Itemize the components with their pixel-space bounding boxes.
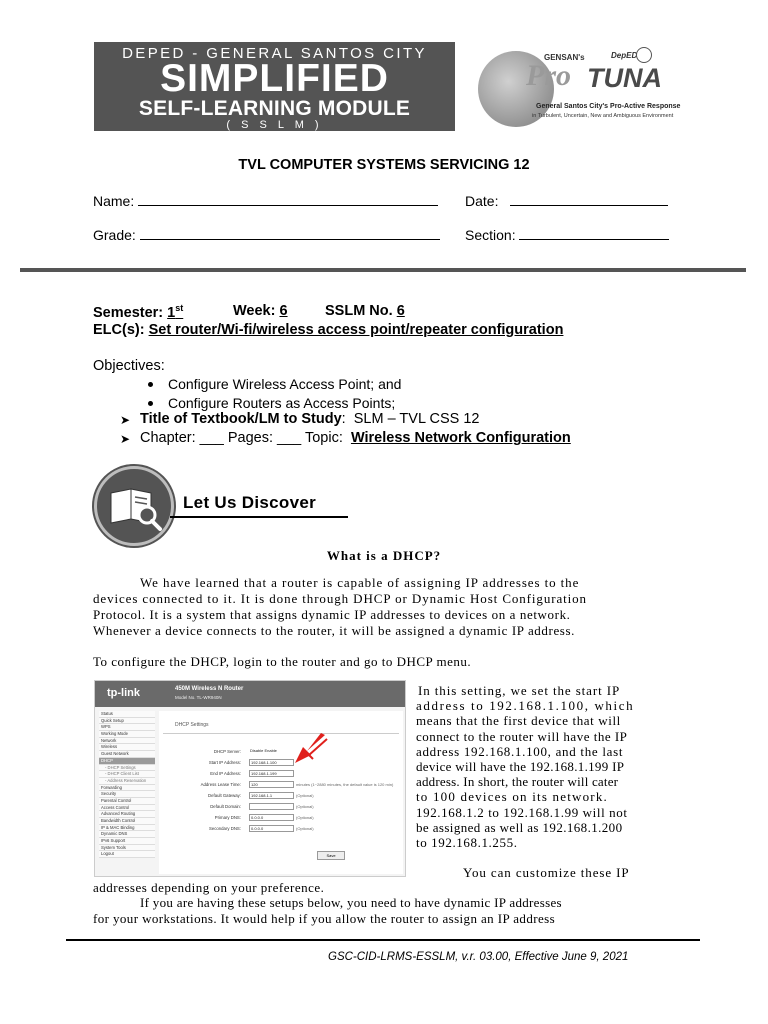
dhcp-field-input[interactable]: 192.168.1.1 [249, 792, 294, 799]
router-menu-item[interactable]: Forwarding [99, 785, 155, 792]
dhcp-field-label: Address Lease Time: [200, 782, 241, 787]
chapter-text: Chapter: ___ Pages: ___ Topic: [140, 430, 343, 446]
semester-value: 1 [167, 304, 176, 321]
router-menu [99, 711, 155, 858]
router-model-title: 450M Wireless N Router [175, 686, 244, 692]
dhcp-field-hint: minutes (1~2880 minutes, the default value is 120 min) [296, 782, 394, 787]
week-info [233, 303, 288, 319]
chapter-line [140, 430, 571, 446]
customize-line: You can customize these IP [463, 865, 630, 880]
banner-division: DEPED - GENERAL SANTOS CITY [122, 45, 427, 62]
sslm-value: 6 [396, 303, 405, 319]
sslm-info [325, 303, 405, 319]
dhcp-field-label: Secondary DNS: [208, 826, 241, 831]
elc-info [93, 322, 563, 338]
name-label: Name: [93, 193, 135, 209]
router-menu-item[interactable]: Dynamic DNS [99, 831, 155, 838]
banner-title: SIMPLIFIED [160, 57, 389, 100]
side-paragraph-line: to 192.168.1.255. [416, 835, 518, 850]
logo-tagline: General Santos City's Pro-Active Response [536, 103, 681, 110]
side-paragraph-line: be assigned as well as 192.168.1.200 [416, 819, 623, 835]
side-paragraph-line: In this setting, we set the start IP [418, 683, 621, 698]
section-label: Section: [465, 227, 516, 243]
dhcp-field-hint: (Optional) [296, 826, 314, 831]
week-value: 6 [279, 303, 288, 319]
seal-icon [636, 47, 652, 63]
router-menu-item[interactable]: Quick Setup [99, 718, 155, 725]
dhcp-field-label: Default Gateway: [208, 793, 241, 798]
router-menu-item[interactable]: Wireless [99, 744, 155, 751]
date-label: Date: [465, 193, 499, 209]
objective-item: Configure Routers as Access Points; [168, 395, 396, 411]
router-menu-item[interactable]: Status [99, 711, 155, 718]
paragraph-line: To configure the DHCP, login to the router and go to DHCP menu. [93, 654, 472, 669]
bullet-icon [148, 401, 153, 406]
sslm-label: SSLM No. [325, 303, 393, 319]
logo-pro: Pro [526, 59, 571, 92]
arrow-bullet-icon: ➤ [120, 413, 131, 427]
router-menu-item[interactable]: Security [99, 791, 155, 798]
save-button[interactable]: Save [317, 851, 345, 860]
dhcp-field-hint: (Optional) [296, 815, 314, 820]
footer-code: GSC-CID-LRMS-ESSLM, v.r. 03.00, Effective June 9, 2021 [328, 951, 629, 963]
textbook-label: Title of Textbook/LM to Study [140, 411, 342, 427]
discover-title: Let Us Discover [183, 493, 316, 512]
textbook-line: Title of Textbook/LM to Study: SLM – TVL CSS 12 [140, 411, 480, 427]
router-menu-item[interactable]: Bandwidth Control [99, 818, 155, 825]
router-header [95, 681, 405, 707]
semester-sup: st [175, 303, 184, 313]
dhcp-field-label: End IP Address: [210, 771, 241, 776]
router-menu-item[interactable]: Access Control [99, 805, 155, 812]
dhcp-field-input[interactable] [249, 803, 294, 810]
side-paragraph-line: address to 192.168.1.100, which [416, 698, 635, 714]
paragraph-line: for your workstations. It would help if you allow the router to assign an IP address [93, 911, 556, 926]
semester-info [93, 303, 183, 321]
router-menu-item[interactable]: WPS [99, 724, 155, 731]
protuna-logo [474, 45, 679, 130]
dhcp-field-hint: (Optional) [296, 793, 314, 798]
router-menu-item[interactable]: IP & MAC Binding [99, 825, 155, 832]
banner-subtitle: SELF-LEARNING MODULE [138, 97, 411, 120]
footer-divider [66, 939, 700, 941]
logo-subtagline: in Turbulent, Uncertain, New and Ambiguous Environment [532, 113, 674, 119]
dhcp-field-label: Start IP Address: [208, 760, 241, 765]
router-menu-item[interactable]: System Tools [99, 845, 155, 852]
dhcp-field-input[interactable]: 0.0.0.0 [249, 814, 294, 821]
book-magnifier-icon-svg [97, 469, 171, 543]
dhcp-field-hint: (Optional) [296, 804, 314, 809]
discover-underline [170, 516, 348, 518]
dhcp-field-input[interactable]: 0.0.0.0 [249, 825, 294, 832]
subject-title: TVL COMPUTER SYSTEMS SERVICING 12 [238, 157, 530, 173]
router-menu-item[interactable]: - Address Reservation [99, 778, 155, 785]
grade-label: Grade: [93, 227, 136, 243]
date-field[interactable] [465, 192, 668, 209]
paragraph-line: We have learned that a router is capable of assigning IP addresses to the [140, 575, 580, 590]
date-blank[interactable] [510, 192, 668, 206]
router-dhcp-screenshot [94, 680, 406, 877]
arrow-bullet-icon: ➤ [120, 432, 131, 446]
dhcp-field-label: Default Domain: [210, 804, 241, 809]
bullet-icon [148, 382, 153, 387]
section-field[interactable] [465, 226, 669, 243]
textbook-value: SLM – TVL CSS 12 [353, 411, 480, 427]
side-paragraph-line: to 100 devices on its network. [416, 789, 608, 805]
router-menu-item[interactable]: - DHCP Client List [99, 771, 155, 778]
objectives-label: Objectives: [93, 358, 165, 374]
objective-item: Configure Wireless Access Point; and [168, 376, 402, 392]
panel-divider [163, 733, 399, 734]
logo-gensans: GENSAN's [544, 53, 585, 62]
side-paragraph-line: connect to the router will have the IP [416, 728, 628, 744]
side-paragraph-line: means that the first device that will [416, 713, 621, 729]
side-paragraph-line: address 192.168.1.100, and the last [416, 743, 624, 759]
dhcp-field-input[interactable]: 192.168.1.199 [249, 770, 294, 777]
week-label: Week: [233, 303, 276, 319]
paragraph-line: addresses depending on your preference. [93, 880, 325, 895]
router-menu-item[interactable]: Network [99, 738, 155, 745]
router-menu-item[interactable]: DHCP [99, 758, 155, 765]
sslm-banner [94, 42, 455, 131]
panel-title: DHCP Settings [175, 722, 209, 728]
side-paragraph-line: address. In short, the router will cater [416, 774, 619, 790]
router-model-no: Model No. TL-WR940N [175, 695, 222, 700]
dhcp-field-input[interactable]: 192.168.1.100 [249, 759, 294, 766]
router-menu-item[interactable]: Logout [99, 851, 155, 858]
section-blank[interactable] [519, 226, 669, 240]
dhcp-field-label: Primary DNS: [214, 815, 241, 820]
logo-tuna: TUNA [587, 63, 662, 93]
paragraph-line: Whenever a device connects to the router, it will be assigned a dynamic IP address. [93, 623, 575, 638]
paragraph-line: If you are having these setups below, you need to have dynamic IP addresses [140, 895, 562, 910]
grade-field[interactable] [93, 226, 440, 243]
dhcp-field-input[interactable]: Disable Enable [250, 748, 277, 753]
name-blank[interactable] [138, 192, 438, 206]
banner-acronym: ( S S L M ) [226, 119, 323, 131]
side-paragraph-line: 192.168.1.2 to 192.168.1.99 will not [416, 804, 628, 820]
dhcp-settings-panel [159, 711, 403, 874]
paragraph-line: devices connected to it. It is done through DHCP or Dynamic Host Configuration [93, 591, 587, 606]
router-menu-item[interactable]: IPv6 Support [99, 838, 155, 845]
elc-value: Set router/Wi-fi/wireless access point/repeater configuration [148, 322, 564, 338]
side-paragraph-line: device will have the 192.168.1.199 IP [416, 759, 625, 774]
router-menu-item[interactable]: Advanced Routing [99, 811, 155, 818]
header-divider [20, 268, 746, 272]
name-field[interactable] [93, 192, 438, 209]
topic-value: Wireless Network Configuration [350, 430, 571, 446]
logo-deped: DepED [611, 51, 638, 60]
elc-label: ELC(s): [93, 322, 145, 338]
grade-blank[interactable] [140, 226, 440, 240]
paragraph-line: Protocol. It is a system that assigns dynamic IP addresses to devices on a network. [93, 607, 571, 622]
dhcp-field-label: DHCP Server: [213, 749, 241, 754]
red-arrow-icon [289, 731, 329, 771]
router-menu-item[interactable]: Guest Network [99, 751, 155, 758]
router-menu-item[interactable]: Working Mode [99, 731, 155, 738]
dhcp-heading: What is a DHCP? [326, 548, 442, 563]
router-menu-item[interactable]: Parental Control [99, 798, 155, 805]
tplink-logo: tp-link [107, 687, 140, 699]
book-magnifier-icon [94, 466, 174, 546]
dhcp-field-input[interactable]: 120 [249, 781, 294, 788]
router-menu-item[interactable]: - DHCP Settings [99, 765, 155, 772]
semester-label: Semester: [93, 304, 164, 321]
